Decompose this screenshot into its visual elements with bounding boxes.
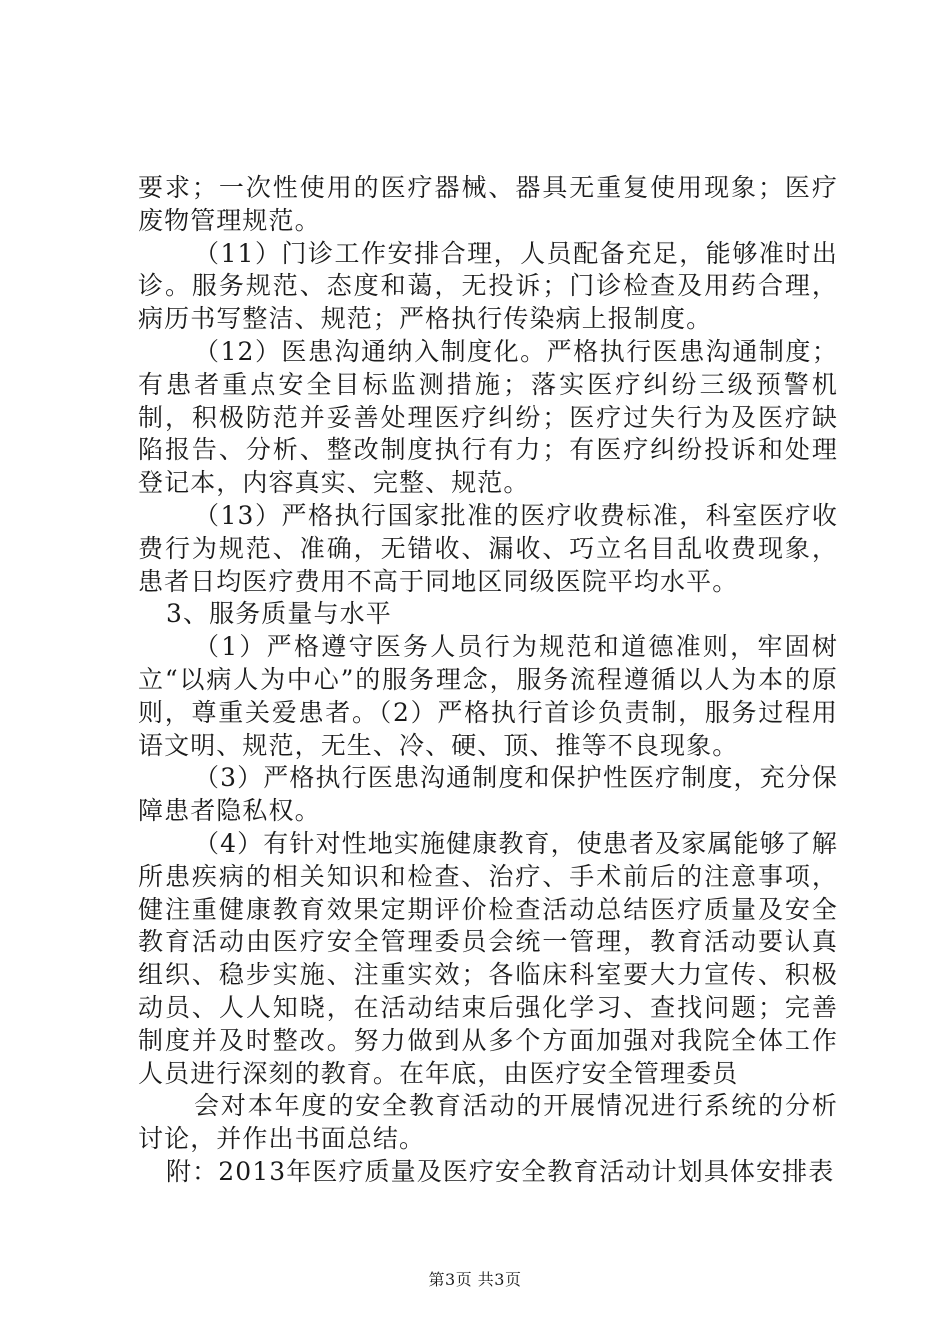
paragraph-continuation: 要求；一次性使用的医疗器械、器具无重复使用现象；医疗废物管理规范。 — [138, 173, 838, 235]
section-heading-service-quality: 3、服务质量与水平 — [166, 599, 392, 629]
paragraph-item-11: （11）门诊工作安排合理，人员配备充足，能够准时出诊。服务规范、态度和蔼，无投诉；门诊检查及用药合理，病历书写整洁、规范；严格执行传染病上报制度。 — [138, 238, 838, 334]
paragraph-service-4-continued: 会对本年度的安全教育活动的开展情况进行系统的分析讨论，并作出书面总结。 — [138, 1091, 838, 1154]
document-body — [138, 172, 838, 1189]
page-number-footer: 第3页 共3页 — [428, 1270, 522, 1289]
paragraph-item-12: （12）医患沟通纳入制度化。严格执行医患沟通制度；有患者重点安全目标监测措施；落实医疗纠纷三级预警机制，积极防范并妥善处理医疗纠纷；医疗过失行为及医疗缺陷报告、分析、整改制度执行有力；有医疗纠纷投诉和处理登记本，内容真实、完整、规范。 — [138, 336, 838, 498]
attachment-note: 附：2013年医疗质量及医疗安全教育活动计划具体安排表 — [166, 1156, 835, 1186]
paragraph-service-1-2: （1）严格遵守医务人员行为规范和道德准则，牢固树立“以病人为中心”的服务理念，服务流程遵循以人为本的原则，尊重关爱患者。（2）严格执行首诊负责制，服务过程用语文明、规范，无生、冷、硬、顶、推等不良现象。 — [138, 632, 838, 760]
paragraph-service-4: （4）有针对性地实施健康教育，使患者及家属能够了解所患疾病的相关知识和检查、治疗、手术前后的注意事项，健注重健康教育效果定期评价检查活动总结医疗质量及安全教育活动由医疗安全管理委员会统一管理，教育活动要认真组织、稳步实施、注重实效；各临床科室要大力宣传、积极动员、人人知晓，在活动结束后强化学习、查找问题；完善制度并及时整改。努力做到从多个方面加强对我院全体工作人员进行深刻的教育。在年底，由医疗安全管理委员 — [138, 828, 838, 1088]
paragraph-item-13: （13）严格执行国家批准的医疗收费标准，科室医疗收费行为规范、准确，无错收、漏收、巧立名目乱收费现象，患者日均医疗费用不高于同地区同级医院平均水平。 — [138, 500, 838, 596]
paragraph-service-3: （3）严格执行医患沟通制度和保护性医疗制度，充分保障患者隐私权。 — [138, 763, 838, 826]
